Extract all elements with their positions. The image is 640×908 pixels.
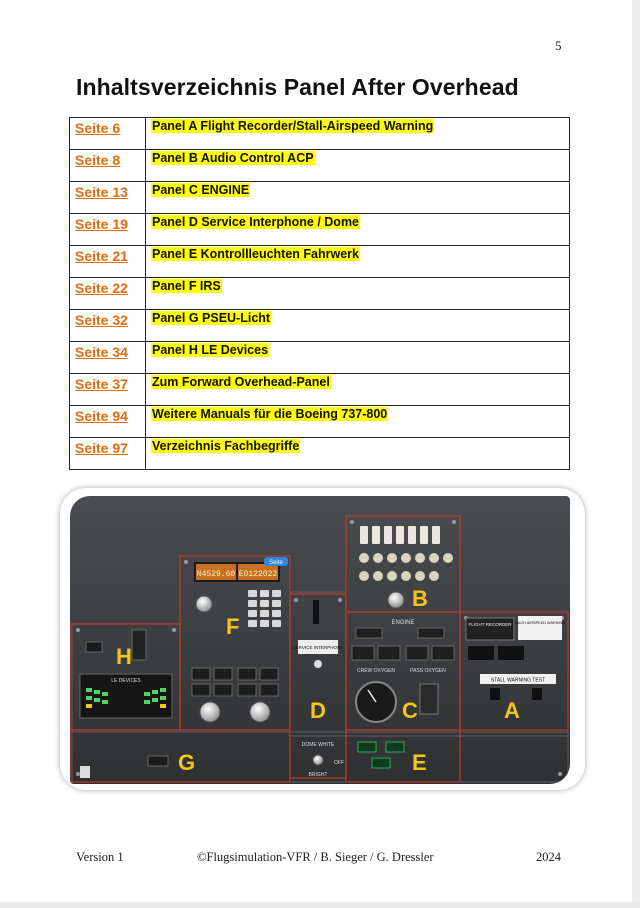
pass-oxygen-label: PASS OXYGEN: [410, 668, 446, 674]
toc-desc-cell: [146, 438, 570, 470]
irs-display-right: E0122022: [238, 570, 278, 579]
toc-page-cell: [70, 150, 146, 182]
stall-warning-label: STALL WARNING TEST: [490, 677, 546, 684]
flight-recorder-label: FLIGHT RECORDER: [468, 622, 512, 627]
toc-desc: Panel E Kontrollleuchten Fahrwerk: [152, 247, 359, 261]
footer-copyright: ©Flugsimulation-VFR / B. Sieger / G. Dressler: [197, 850, 434, 864]
toc-page-link[interactable]: Seite 34: [75, 344, 128, 360]
panel-letter-h: H: [116, 644, 132, 669]
footer-version: Version 1: [76, 850, 124, 864]
panel-letter-d: D: [310, 698, 326, 723]
toc-page-link[interactable]: Seite 8: [75, 152, 121, 168]
toc-page-link[interactable]: Seite 94: [75, 408, 128, 424]
toc-desc: Panel G PSEU-Licht: [152, 311, 271, 325]
toc-page-cell: [70, 118, 146, 150]
page-bottom-edge: [0, 902, 640, 908]
seite-tag: Seite: [269, 560, 283, 566]
toc-desc: Panel A Flight Recorder/Stall-Airspeed Warning: [152, 119, 434, 133]
footer-year: 2024: [536, 850, 561, 864]
toc-desc: Panel D Service Interphone / Dome: [152, 215, 360, 229]
mach-warning-label: MACH AIRSPEED WARNING: [514, 621, 566, 625]
toc-desc: Panel B Audio Control ACP: [152, 151, 314, 165]
toc-desc: Verzeichnis Fachbegriffe: [152, 439, 300, 453]
toc-page-cell: [70, 278, 146, 310]
toc-desc: Panel C ENGINE: [152, 183, 250, 197]
le-devices-label: LE DEVICES: [111, 678, 141, 684]
panel-letter-b: B: [412, 586, 428, 611]
panel-letter-a: A: [504, 698, 520, 723]
toc-page-link[interactable]: Seite 37: [75, 376, 128, 392]
toc-row: [70, 214, 570, 246]
panel-letter-c: C: [402, 698, 418, 723]
toc-page-cell: [70, 214, 146, 246]
toc-row: [70, 150, 570, 182]
toc-page-link[interactable]: Seite 22: [75, 280, 128, 296]
toc-desc: Panel H LE Devices: [152, 343, 269, 357]
panel-letter-g: G: [178, 750, 196, 775]
dome-white-label: DOME WHITE: [301, 742, 335, 748]
toc-page-link[interactable]: Seite 19: [75, 216, 128, 232]
toc-page-link[interactable]: Seite 21: [75, 248, 128, 264]
toc-page-cell: [70, 342, 146, 374]
toc-desc: Weitere Manuals für die Boeing 737-800: [152, 407, 388, 421]
service-interphone-label: SERVICE INTERPHONE: [292, 645, 344, 650]
toc-desc-cell: [146, 118, 570, 150]
engine-label: ENGINE: [391, 620, 415, 626]
toc-desc-cell: [146, 374, 570, 406]
toc-page-link[interactable]: Seite 97: [75, 440, 128, 456]
toc-desc-cell: [146, 310, 570, 342]
toc-page-link[interactable]: Seite 32: [75, 312, 128, 328]
dome-bright-label: BRIGHT: [308, 772, 328, 778]
toc-desc-cell: [146, 214, 570, 246]
toc-page-cell: [70, 406, 146, 438]
toc-page-cell: [70, 310, 146, 342]
toc-desc-cell: [146, 150, 570, 182]
toc-row: [70, 374, 570, 406]
toc-desc-cell: [146, 182, 570, 214]
toc-page-cell: [70, 438, 146, 470]
toc-page-link[interactable]: Seite 6: [75, 120, 121, 136]
toc-desc-cell: [146, 342, 570, 374]
toc-desc-cell: [146, 278, 570, 310]
toc-desc: Zum Forward Overhead-Panel: [152, 375, 330, 389]
page-number: 5: [555, 38, 562, 53]
toc-row: [70, 278, 570, 310]
toc-table: [69, 117, 570, 470]
toc-desc-cell: [146, 406, 570, 438]
aft-overhead-panel-photo: [70, 496, 570, 784]
panel-letter-e: E: [412, 750, 427, 775]
toc-row: [70, 118, 570, 150]
toc-row: [70, 310, 570, 342]
page-edge: [632, 0, 640, 908]
toc-page-cell: [70, 182, 146, 214]
toc-row: [70, 342, 570, 374]
panel-letter-f: F: [226, 614, 240, 639]
crew-oxygen-label: CREW OXYGEN: [356, 668, 396, 674]
toc-desc-cell: [146, 246, 570, 278]
toc-desc: Panel F IRS: [152, 279, 221, 293]
toc-row: [70, 438, 570, 470]
toc-row: [70, 246, 570, 278]
page-title: Inhaltsverzeichnis Panel After Overhead: [76, 74, 519, 100]
toc-row: [70, 406, 570, 438]
toc-page-link[interactable]: Seite 13: [75, 184, 128, 200]
dome-off-label: OFF: [334, 760, 344, 766]
irs-display-left: N4529.60: [196, 570, 236, 579]
toc-row: [70, 182, 570, 214]
toc-page-cell: [70, 374, 146, 406]
toc-page-cell: [70, 246, 146, 278]
